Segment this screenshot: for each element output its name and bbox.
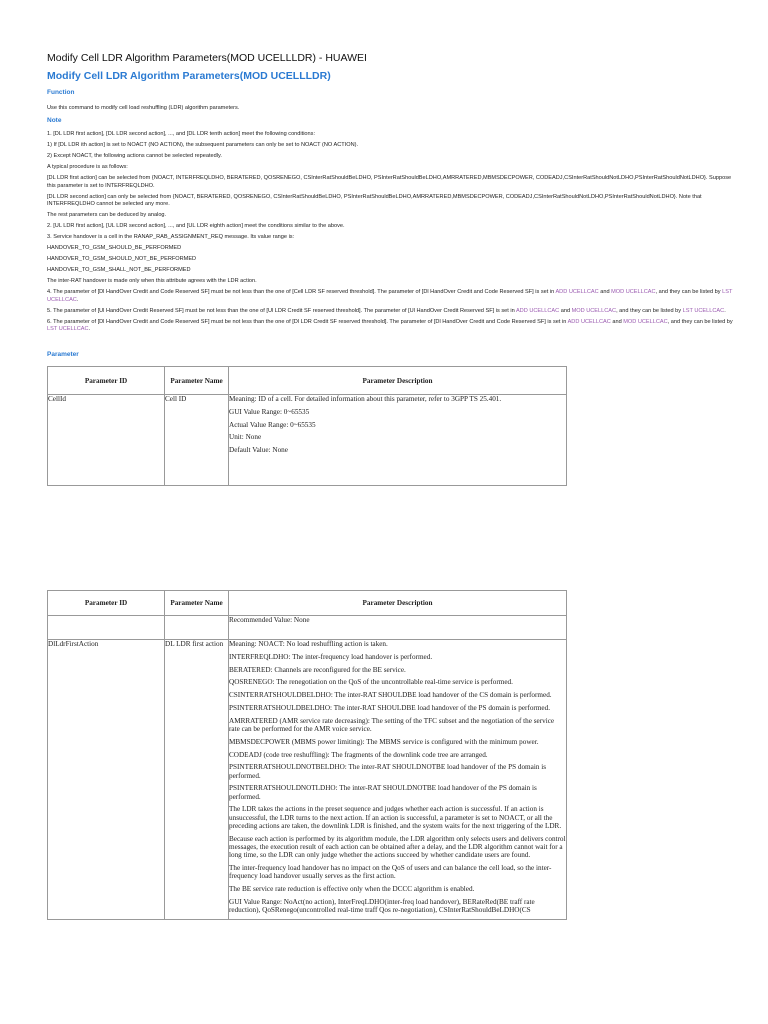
lst-ucellcac-link[interactable]: LST UCELLCAC <box>47 288 733 303</box>
parameter-description-cell: Meaning: NOACT: No load reshuffling action is taken. INTERFREQLDHO: The inter-frequency load handover is performed. BERATERED: Channels are reconfigured for the BE service. QOSRENEGO: The renegotiation on the QoS of the uncontrollable real-time service is performed. CSINTERRATSHOULDBELDHO: The inter-RAT SHOULDBE load handover of the CS domain is performed. PSINTERRATSHOULDBELDHO: The inter-RAT SHOULDBE load handover of the PS domain is performed. AMRRATERED (AMR service rate decreasing): The setting of the TFC subset and the negotiation of the service rate can be performed for the AMR voice service. MBMSDECPOWER (MBMS power limiting): The MBMS service is configured with the minimum power. CODEADJ (code tree reshuffling): The fragments of the downlink code tree are arranged. PSINTERRATSHOULDNOTBELDHO: The inter-RAT SHOULDNOTBE load handover of the PS domain is performed. PSINTERRATSHOULDNOTLDHO: The inter-RAT SHOULDNOTBE load handover of the PS domain is performed. The LDR takes the actions in the preset sequence and judges whether each action is successful. If an action is unsuccessful, the LDR turns to the next action. If an action is successful, a parameter is set to NOACT, or all the preceding actions are taken, the downlink LDR is finished, and the system waits for the next triggering of the LDR. Because each action is performed by its algorithm module, the LDR algorithm only selects users and delivers control messages, the execution result of each action can be obtained after a delay, and the LDR algorithm cannot wait for a long time, so the LDR can only judge whether the actions succeed by whether candidate users are found. The inter-frequency load handover has no impact on the QoS of users and can balance the cell load, so the inter-frequency load handover usually serves as the first action. The BE service rate reduction is effective only when the DCCC algorithm is enabled. GUI Value Range: NoAct(no action), InterFreqLDHO(inter-freq load handover), BERateRed(BE traff rate reduction), QoSRenego(uncontrolled real-time traff Qos re-negotiation), CSInterRatShouldBeLDHO(CS <box>229 640 567 920</box>
mod-ucellcac-link[interactable]: MOD UCELLCAC <box>623 318 668 325</box>
function-text: Use this command to modify cell load reshuffling (LDR) algorithm parameters. <box>47 105 240 111</box>
note-paragraph: HANDOVER_TO_GSM_SHOULD_BE_PERFORMED <box>47 245 182 252</box>
table-row <box>48 395 567 486</box>
column-header: Parameter Description <box>229 367 567 395</box>
column-header: Parameter Name <box>165 591 229 616</box>
note-paragraph: A typical procedure is as follows: <box>47 163 128 170</box>
note-paragraph: [DL LDR second action] can only be selected from {NOACT, BERATERED, QOSRENEGO, CSInterRatShouldBeLDHO, PSInterRatShouldBeLDHO,AMRRATERED,MBMSDECPOWER, CODEADJ,CSInterRatShouldNotLDHO,PSInterRatShouldNotLDHO}. Note that INTERFREQLDHO cannot be selected any more. <box>47 193 702 208</box>
add-ucellcac-link[interactable]: ADD UCELLCAC <box>555 288 599 295</box>
note-item-5: 5. The parameter of [Ul HandOver Credit Reserved SF] must be not less than the one of [Ul LDR Credit SF reserved threshold]. The parameter of [Ul HandOver Credit Reserved SF] is set in ADD UCELLCAC and MOD UCELLCAC, and they can be listed by LST UCELLCAC. <box>47 307 726 314</box>
note-paragraph: [DL LDR first action] can be selected from {NOACT, INTERFREQLDHO, BERATERED, QOSRENEGO, CSInterRatShouldBeLDHO, PSInterRatShouldBeLDHO,AMRRATERED,MBMSDECPOWER, CODEADJ,CSInterRatShouldNotLDHO,PSInterRatShouldNotLDHO}. Suppose this parameter is set to INTERFREQLDHO. <box>47 174 732 189</box>
note-paragraph: 1. [DL LDR first action], [DL LDR second action], ..., and [DL LDR tenth action] meet the following conditions: <box>47 131 316 137</box>
parameter-heading: Parameter <box>47 351 79 358</box>
note-item-6: 6. The parameter of [Dl HandOver Credit and Code Reserved SF] must be not less than the one of [Dl LDR Credit SF reserved threshold]. The parameter of [Dl HandOver Credit and Code Reserved SF] is set in ADD UCELLCAC and MOD UCELLCAC, and they can be listed by LST UCELLCAC. <box>47 318 733 333</box>
note-item-4: 4. The parameter of [Dl HandOver Credit and Code Reserved SF] must be not less than the one of [Cell LDR SF reserved threshold]. The parameter of [Dl HandOver Credit and Code Reserved SF] is set in ADD UCELLCAC and MOD UCELLCAC, and they can be listed by LST UCELLCAC. <box>47 288 733 303</box>
add-ucellcac-link[interactable]: ADD UCELLCAC <box>567 318 611 325</box>
note-paragraph: 1) If [DL LDR ith action] is set to NOACT (NO ACTION), the subsequent parameters can only be set to NOACT (NO ACTION). <box>47 141 359 148</box>
parameter-description-cell: Meaning: ID of a cell. For detailed information about this parameter, refer to 3GPP TS 25.401. GUI Value Range: 0~65535 Actual Value Range: 0~65535 Unit: None Default Value: None <box>229 395 567 486</box>
parameter-name-cell: DL LDR first action <box>165 640 229 920</box>
table-row <box>48 616 567 640</box>
lst-ucellcac-link[interactable]: LST UCELLCAC <box>682 307 725 314</box>
column-header: Parameter Description <box>229 591 567 616</box>
parameter-name-cell: Cell ID <box>165 395 229 486</box>
column-header: Parameter Name <box>165 367 229 395</box>
column-header: Parameter ID <box>48 367 165 395</box>
table-row <box>48 640 567 920</box>
note-paragraph: HANDOVER_TO_GSM_SHALL_NOT_BE_PERFORMED <box>47 267 191 274</box>
table-header-row <box>48 367 567 395</box>
page-title: Modify Cell LDR Algorithm Parameters(MOD UCELLLDR) - HUAWEI <box>47 52 367 64</box>
note-paragraph: The inter-RAT handover is made only when this attribute agrees with the LDR action. <box>47 278 257 284</box>
lst-ucellcac-link[interactable]: LST UCELLCAC <box>47 326 89 333</box>
note-paragraph: 3. Service handover is a cell in the RANAP_RAB_ASSIGNMENT_REQ message. Its value range is: <box>47 234 295 241</box>
table-header-row <box>48 591 567 616</box>
add-ucellcac-link[interactable]: ADD UCELLCAC <box>515 307 560 314</box>
parameter-id-cell: CellId <box>48 395 165 486</box>
note-paragraph: 2. [UL LDR first action], [UL LDR second action], ..., and [UL LDR eighth action] meet the conditions similar to the above. <box>47 223 345 230</box>
function-heading: Function <box>47 89 75 96</box>
note-paragraph: HANDOVER_TO_GSM_SHOULD_NOT_BE_PERFORMED <box>47 256 197 263</box>
recommended-value-cell: Recommended Value: None <box>229 616 567 640</box>
mod-ucellcac-link[interactable]: MOD UCELLCAC <box>611 288 656 295</box>
note-paragraph: 2) Except NOACT, the following actions cannot be selected repeatedly. <box>47 152 222 159</box>
note-heading: Note <box>47 117 62 124</box>
column-header: Parameter ID <box>48 591 165 616</box>
parameter-id-cell: DlLdrFirstAction <box>48 640 165 920</box>
parameter-table <box>47 366 567 486</box>
note-body <box>47 131 737 337</box>
note-paragraph: The rest parameters can be deduced by analog. <box>47 212 167 219</box>
parameter-table-continued <box>47 590 567 920</box>
mod-ucellcac-link[interactable]: MOD UCELLCAC <box>571 307 617 314</box>
sub-title: Modify Cell LDR Algorithm Parameters(MOD UCELLLDR) <box>47 70 331 82</box>
